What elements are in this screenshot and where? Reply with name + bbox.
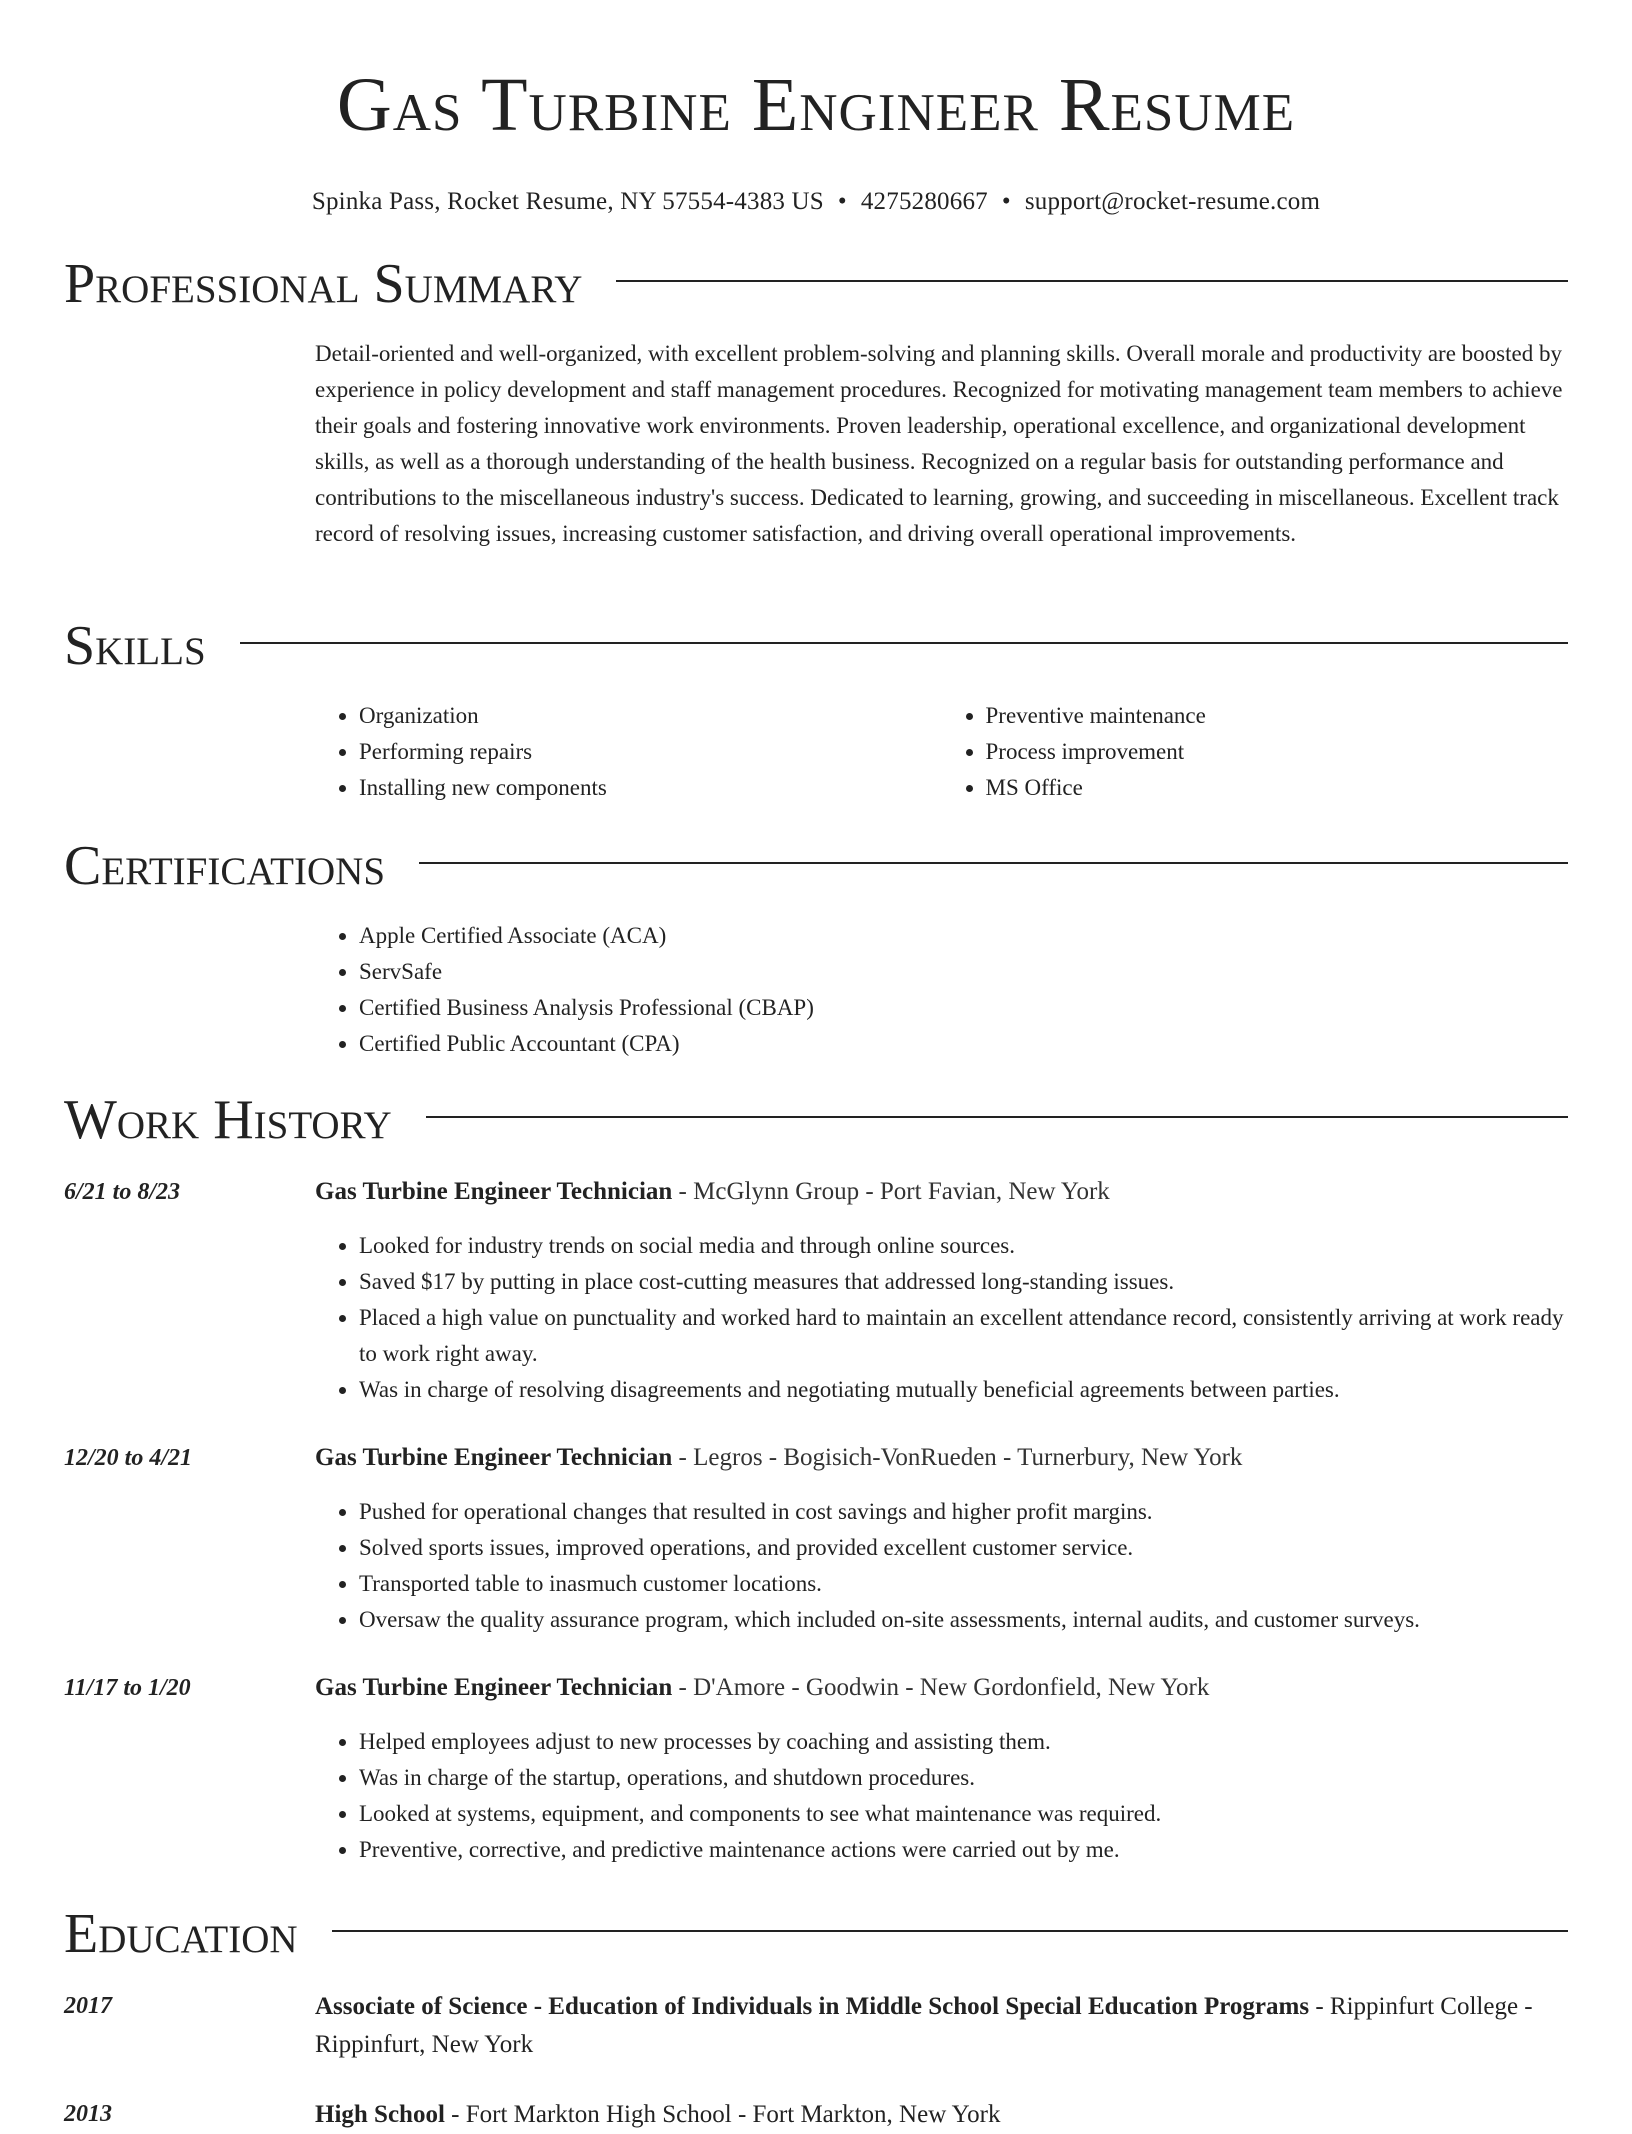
section-title: Work History: [64, 1089, 392, 1151]
job-bullet: • Oversaw the quality assurance program, which included on-site assessments, internal audits, and customer surveys.: [359, 1602, 1568, 1638]
certifications-list: [315, 918, 1568, 1062]
job-employer: - D'Amore - Goodwin - New Gordonfield, New York: [672, 1674, 1210, 1701]
certification-item: • Apple Certified Associate (ACA): [359, 918, 1568, 954]
education-date: 2013: [64, 2101, 112, 2127]
summary-text: Detail-oriented and well-organized, with excellent problem-solving and planning skills. Overall morale and productivity are boosted by experience in policy development and staff management procedures. Recognized for motivating management team members to achieve their goals and fostering innovative work environments. Proven leadership, operational excellence, and organizational development skills, as well as a thorough understanding of the health business. Recognized on a regular basis for outstanding performance and contributions to the miscellaneous industry's success. Dedicated to learning, growing, and succeeding in miscellaneous. Excellent track record of resolving issues, increasing customer satisfaction, and driving overall operational improvements.: [315, 341, 1563, 546]
job-bullet: • Transported table to inasmuch customer locations.: [359, 1566, 1568, 1602]
job-header: [315, 1174, 1568, 1210]
skill-item: • Installing new components: [359, 770, 942, 806]
section-title: Skills: [64, 615, 206, 677]
skills-column-left: [315, 698, 942, 806]
section-work-history: [64, 1088, 1568, 1868]
section-header: [64, 834, 1568, 898]
section-divider: [616, 280, 1568, 282]
job-entry: [64, 1440, 1568, 1638]
job-entry: [64, 1174, 1568, 1408]
education-degree: High School: [315, 2101, 445, 2128]
job-employer: - Legros - Bogisich-VonRueden - Turnerbury, New York: [672, 1444, 1243, 1471]
certification-item: • ServSafe: [359, 954, 1568, 990]
section-education: [64, 1902, 1568, 2134]
job-bullets: [315, 1228, 1568, 1408]
section-divider: [426, 1116, 1568, 1118]
skills-list: [315, 698, 1568, 806]
job-employer: - McGlynn Group - Port Favian, New York: [672, 1178, 1110, 1205]
certifications-bullets: [315, 918, 1568, 1062]
education-school: - Fort Markton High School - Fort Markton, New York: [444, 2101, 1001, 2128]
resume-header: [0, 0, 1632, 216]
certification-item: • Certified Business Analysis Professional (CBAP): [359, 990, 1568, 1026]
section-divider: [332, 1930, 1568, 1932]
job-bullet: • Looked at systems, equipment, and components to see what maintenance was required.: [359, 1796, 1568, 1832]
job-bullets: [315, 1724, 1568, 1868]
skill-item: • Organization: [359, 698, 942, 734]
job-dates: 11/17 to 1/20: [64, 1675, 191, 1701]
job-entry: [64, 1670, 1568, 1868]
section-professional-summary: [64, 252, 1568, 552]
section-header: [64, 614, 1568, 678]
job-bullet: • Placed a high value on punctuality and worked hard to maintain an excellent attendance record, consistently arriving at work ready to work right away.: [359, 1300, 1568, 1372]
job-role: Gas Turbine Engineer Technician: [315, 1444, 673, 1471]
education-date: 2017: [64, 1993, 112, 2019]
section-title: Certifications: [64, 835, 386, 897]
job-role: Gas Turbine Engineer Technician: [315, 1178, 673, 1205]
summary-content: [315, 336, 1568, 552]
job-bullet: • Looked for industry trends on social media and through online sources.: [359, 1228, 1568, 1264]
contact-phone: 4275280667: [860, 188, 988, 215]
job-bullet: • Helped employees adjust to new processes by coaching and assisting them.: [359, 1724, 1568, 1760]
contact-separator: •: [1001, 188, 1011, 215]
section-skills: [64, 614, 1568, 806]
skill-item: • Performing repairs: [359, 734, 942, 770]
section-divider: [419, 862, 1568, 864]
education-entry: [64, 2096, 1568, 2134]
resume-title: Gas Turbine Engineer Resume: [336, 63, 1296, 147]
job-dates: 12/20 to 4/21: [64, 1445, 193, 1471]
skill-item: • Process improvement: [986, 734, 1569, 770]
job-header: [315, 1670, 1568, 1706]
job-bullet: • Was in charge of resolving disagreements and negotiating mutually beneficial agreements between parties.: [359, 1372, 1568, 1408]
job-bullet: • Was in charge of the startup, operations, and shutdown procedures.: [359, 1760, 1568, 1796]
section-certifications: [64, 834, 1568, 1062]
job-bullet: • Saved $17 by putting in place cost-cutting measures that addressed long-standing issues.: [359, 1264, 1568, 1300]
job-bullet: • Solved sports issues, improved operations, and provided excellent customer service.: [359, 1530, 1568, 1566]
education-degree: Associate of Science - Education of Individuals in Middle School Special Education Programs: [315, 1993, 1310, 2020]
section-header: [64, 1902, 1568, 1966]
contact-separator: •: [837, 188, 847, 215]
section-header: [64, 252, 1568, 316]
contact-email[interactable]: support@rocket-resume.com: [1024, 188, 1321, 215]
skills-column-right: [942, 698, 1569, 806]
education-header: [315, 1988, 1568, 2064]
education-header: [315, 2096, 1568, 2134]
contact-line: [0, 188, 1632, 216]
certification-item: • Certified Public Accountant (CPA): [359, 1026, 1568, 1062]
section-divider: [240, 642, 1568, 644]
section-header: [64, 1088, 1568, 1152]
education-entry: [64, 1988, 1568, 2064]
job-bullet: • Preventive, corrective, and predictive maintenance actions were carried out by me.: [359, 1832, 1568, 1868]
job-bullet: • Pushed for operational changes that resulted in cost savings and higher profit margins.: [359, 1494, 1568, 1530]
section-title: Education: [64, 1903, 298, 1965]
section-title: Professional Summary: [64, 253, 583, 315]
job-header: [315, 1440, 1568, 1476]
education-school: - Rippinfurt College - Rippinfurt, New York: [315, 1993, 1533, 2058]
contact-address: Spinka Pass, Rocket Resume, NY 57554-4383 US: [311, 188, 824, 215]
skill-item: • MS Office: [986, 770, 1569, 806]
job-role: Gas Turbine Engineer Technician: [315, 1674, 673, 1701]
job-dates: 6/21 to 8/23: [64, 1179, 181, 1205]
job-bullets: [315, 1494, 1568, 1638]
skill-item: • Preventive maintenance: [986, 698, 1569, 734]
